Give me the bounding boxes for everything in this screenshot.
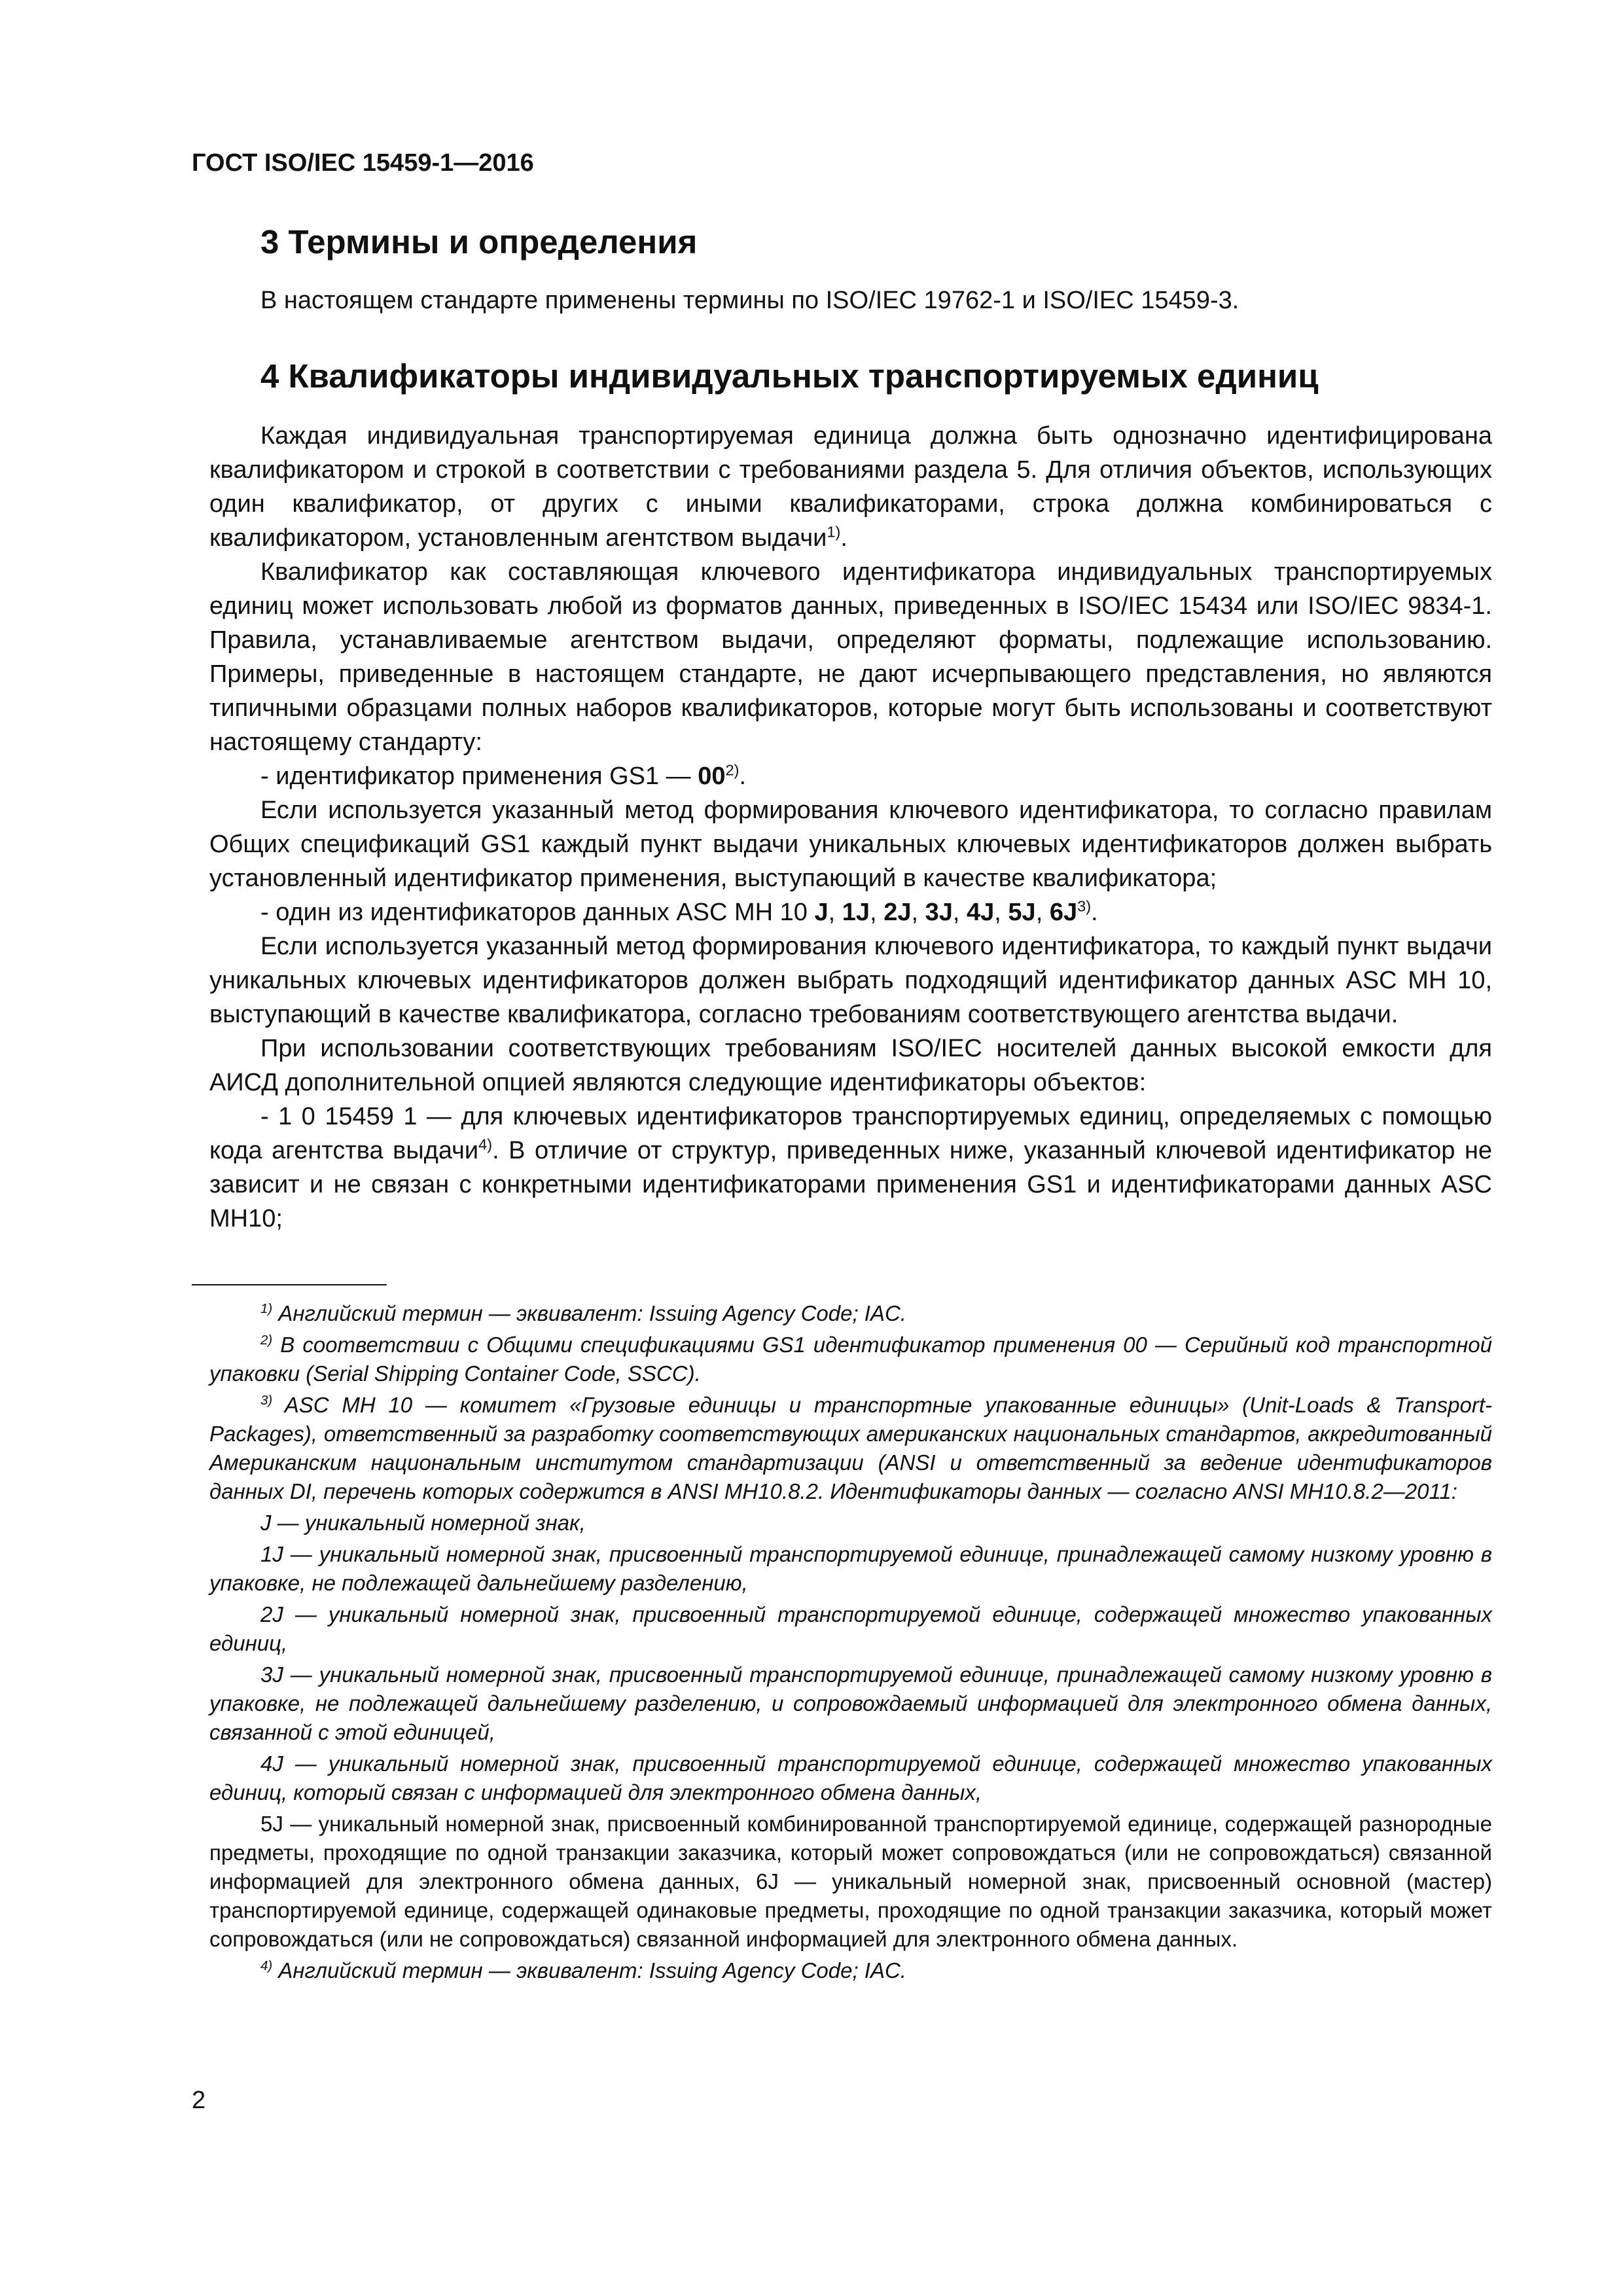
- footnote-3-item: 2J — уникальный номерной знак, присвоенный транспортируемой единице, содержащей множество упакованных единиц,: [209, 1602, 1492, 1655]
- paragraph: Каждая индивидуальная транспортируемая единица должна быть однозначно идентифицирована квалификатором и строкой в соответствии с требованиями раздела 5. Для отличия объектов, использующих один квалификатор, от других с иными квалификаторами, строка должна комбинироваться с квалификатором, установленным агентством выдачи$^{1)}$.: [209, 422, 1492, 552]
- section-4-body: [209, 419, 1492, 1236]
- footnotes: [209, 1299, 1492, 1988]
- document-header: ГОСТ ISO/IEC 15459-1—2016: [192, 149, 534, 177]
- section-4-title: 4 Квалификаторы индивидуальных транспортируемых единиц: [260, 357, 1319, 395]
- paragraph: Квалификатор как составляющая ключевого идентификатора индивидуальных транспортируемых единиц может использовать любой из форматов данных, приведенных в ISO/IEC 15434 или ISO/IEC 9834-1. Правила, устанавливаемые агентством выдачи, определяют форматы, подлежащие использованию. Примеры, приведенные в настоящем стандарте, не дают исчерпывающего представления, но являются типичными образцами полных наборов квалификаторов, которые могут быть использованы и соответствуют настоящему стандарту:: [209, 558, 1492, 756]
- page-number: 2: [192, 2087, 206, 2114]
- paragraph: Если используется указанный метод формирования ключевого идентификатора, то каждый пункт выдачи уникальных ключевых идентификаторов должен выбрать подходящий идентификатор данных ASC MH 10, выступающий в качестве квалификатора, согласно требованиям соответствующего агентства выдачи.: [209, 933, 1492, 1028]
- footnote-3-item: 3J — уникальный номерной знак, присвоенный транспортируемой единице, принадлежащей самому низкому уровню в упаковке, не подлежащей дальнейшему разделению, и сопровождаемый информацией для электронного обмена данных, связанной с этой единицей,: [209, 1662, 1492, 1744]
- footnote-4: $^{4)}$ Английский термин — эквивалент: Issuing Agency Code; IAC.: [260, 1958, 906, 1982]
- footnote-3-item: 1J — уникальный номерной знак, присвоенный транспортируемой единице, принадлежащей самому низкому уровню в упаковке, не подлежащей дальнейшему разделению,: [209, 1542, 1492, 1595]
- footnote-2: $^{2)}$ В соответствии с Общими спецификациями GS1 идентификатор применения 00 — Серийный код транспортной упаковки (Serial Shipping Container Code, SSCC).: [209, 1333, 1492, 1386]
- section-3-text: В настоящем стандарте применены термины по ISO/IEC 19762-1 и ISO/IEC 15459-3.: [260, 287, 1240, 314]
- paragraph: При использовании соответствующих требованиям ISO/IEC носителей данных высокой емкости для АИСД дополнительной опцией являются следующие идентификаторы объектов:: [209, 1035, 1492, 1096]
- list-item: - идентификатор применения GS1 — 00$^{2)}$.: [260, 761, 747, 790]
- footnote-1: $^{1)}$ Английский термин — эквивалент: Issuing Agency Code; IAC.: [260, 1301, 906, 1325]
- footnote-3-item: 4J — уникальный номерной знак, присвоенный транспортируемой единице, содержащей множество упакованных единиц, который связан с информацией для электронного обмена данных,: [209, 1751, 1492, 1804]
- list-item: - 1 0 15459 1 — для ключевых идентификаторов транспортируемых единиц, определяемых с помощью кода агентства выдачи$^{4)}$. В отличие от структур, приведенных ниже, указанный ключевой идентификатор не зависит и не связан с конкретными идентификаторами применения GS1 и идентификаторами данных ASC MH10;: [209, 1103, 1493, 1232]
- footnote-divider: [192, 1284, 387, 1285]
- list-item: - один из идентификаторов данных ASC MH 10 J, 1J, 2J, 3J, 4J, 5J, $6J^{3)}$.: [260, 897, 1098, 926]
- footnote-3-item: J — уникальный номерной знак,: [260, 1511, 586, 1535]
- footnote-3-last: 5J — уникальный номерной знак, присвоенный комбинированной транспортируемой единице, содержащей разнородные предметы, проходящие по одной транзакции заказчика, который может сопровождаться (или не сопровождаться) связанной информацией для электронного обмена данных, 6J — уникальный номерной знак, присвоенный основной (мастер) транспортируемой единице, содержащей одинаковые предметы, проходящие по одной транзакции заказчика, который может сопровождаться (или не сопровождаться) связанной информацией для электронного обмена данных.: [209, 1812, 1492, 1951]
- footnote-3: $^{3)}$ ASC MH 10 — комитет «Грузовые единицы и транспортные упакованные единицы» (Unit-Loads & Transport-Packages), ответственный за разработку соответствующих американских национальных стандартов, аккредитованный Американским национальным институтом стандартизации (ANSI и ответственный за ведение идентификаторов данных DI, перечень которых содержится в ANSI MH10.8.2. Идентификаторы данных — согласно ANSI MH10.8.2—2011:: [209, 1393, 1492, 1503]
- paragraph: Если используется указанный метод формирования ключевого идентификатора, то согласно правилам Общих спецификаций GS1 каждый пункт выдачи уникальных ключевых идентификаторов должен выбрать установленный идентификатор применения, выступающий в качестве квалификатора;: [209, 797, 1492, 892]
- section-3-title: 3 Термины и определения: [260, 223, 698, 260]
